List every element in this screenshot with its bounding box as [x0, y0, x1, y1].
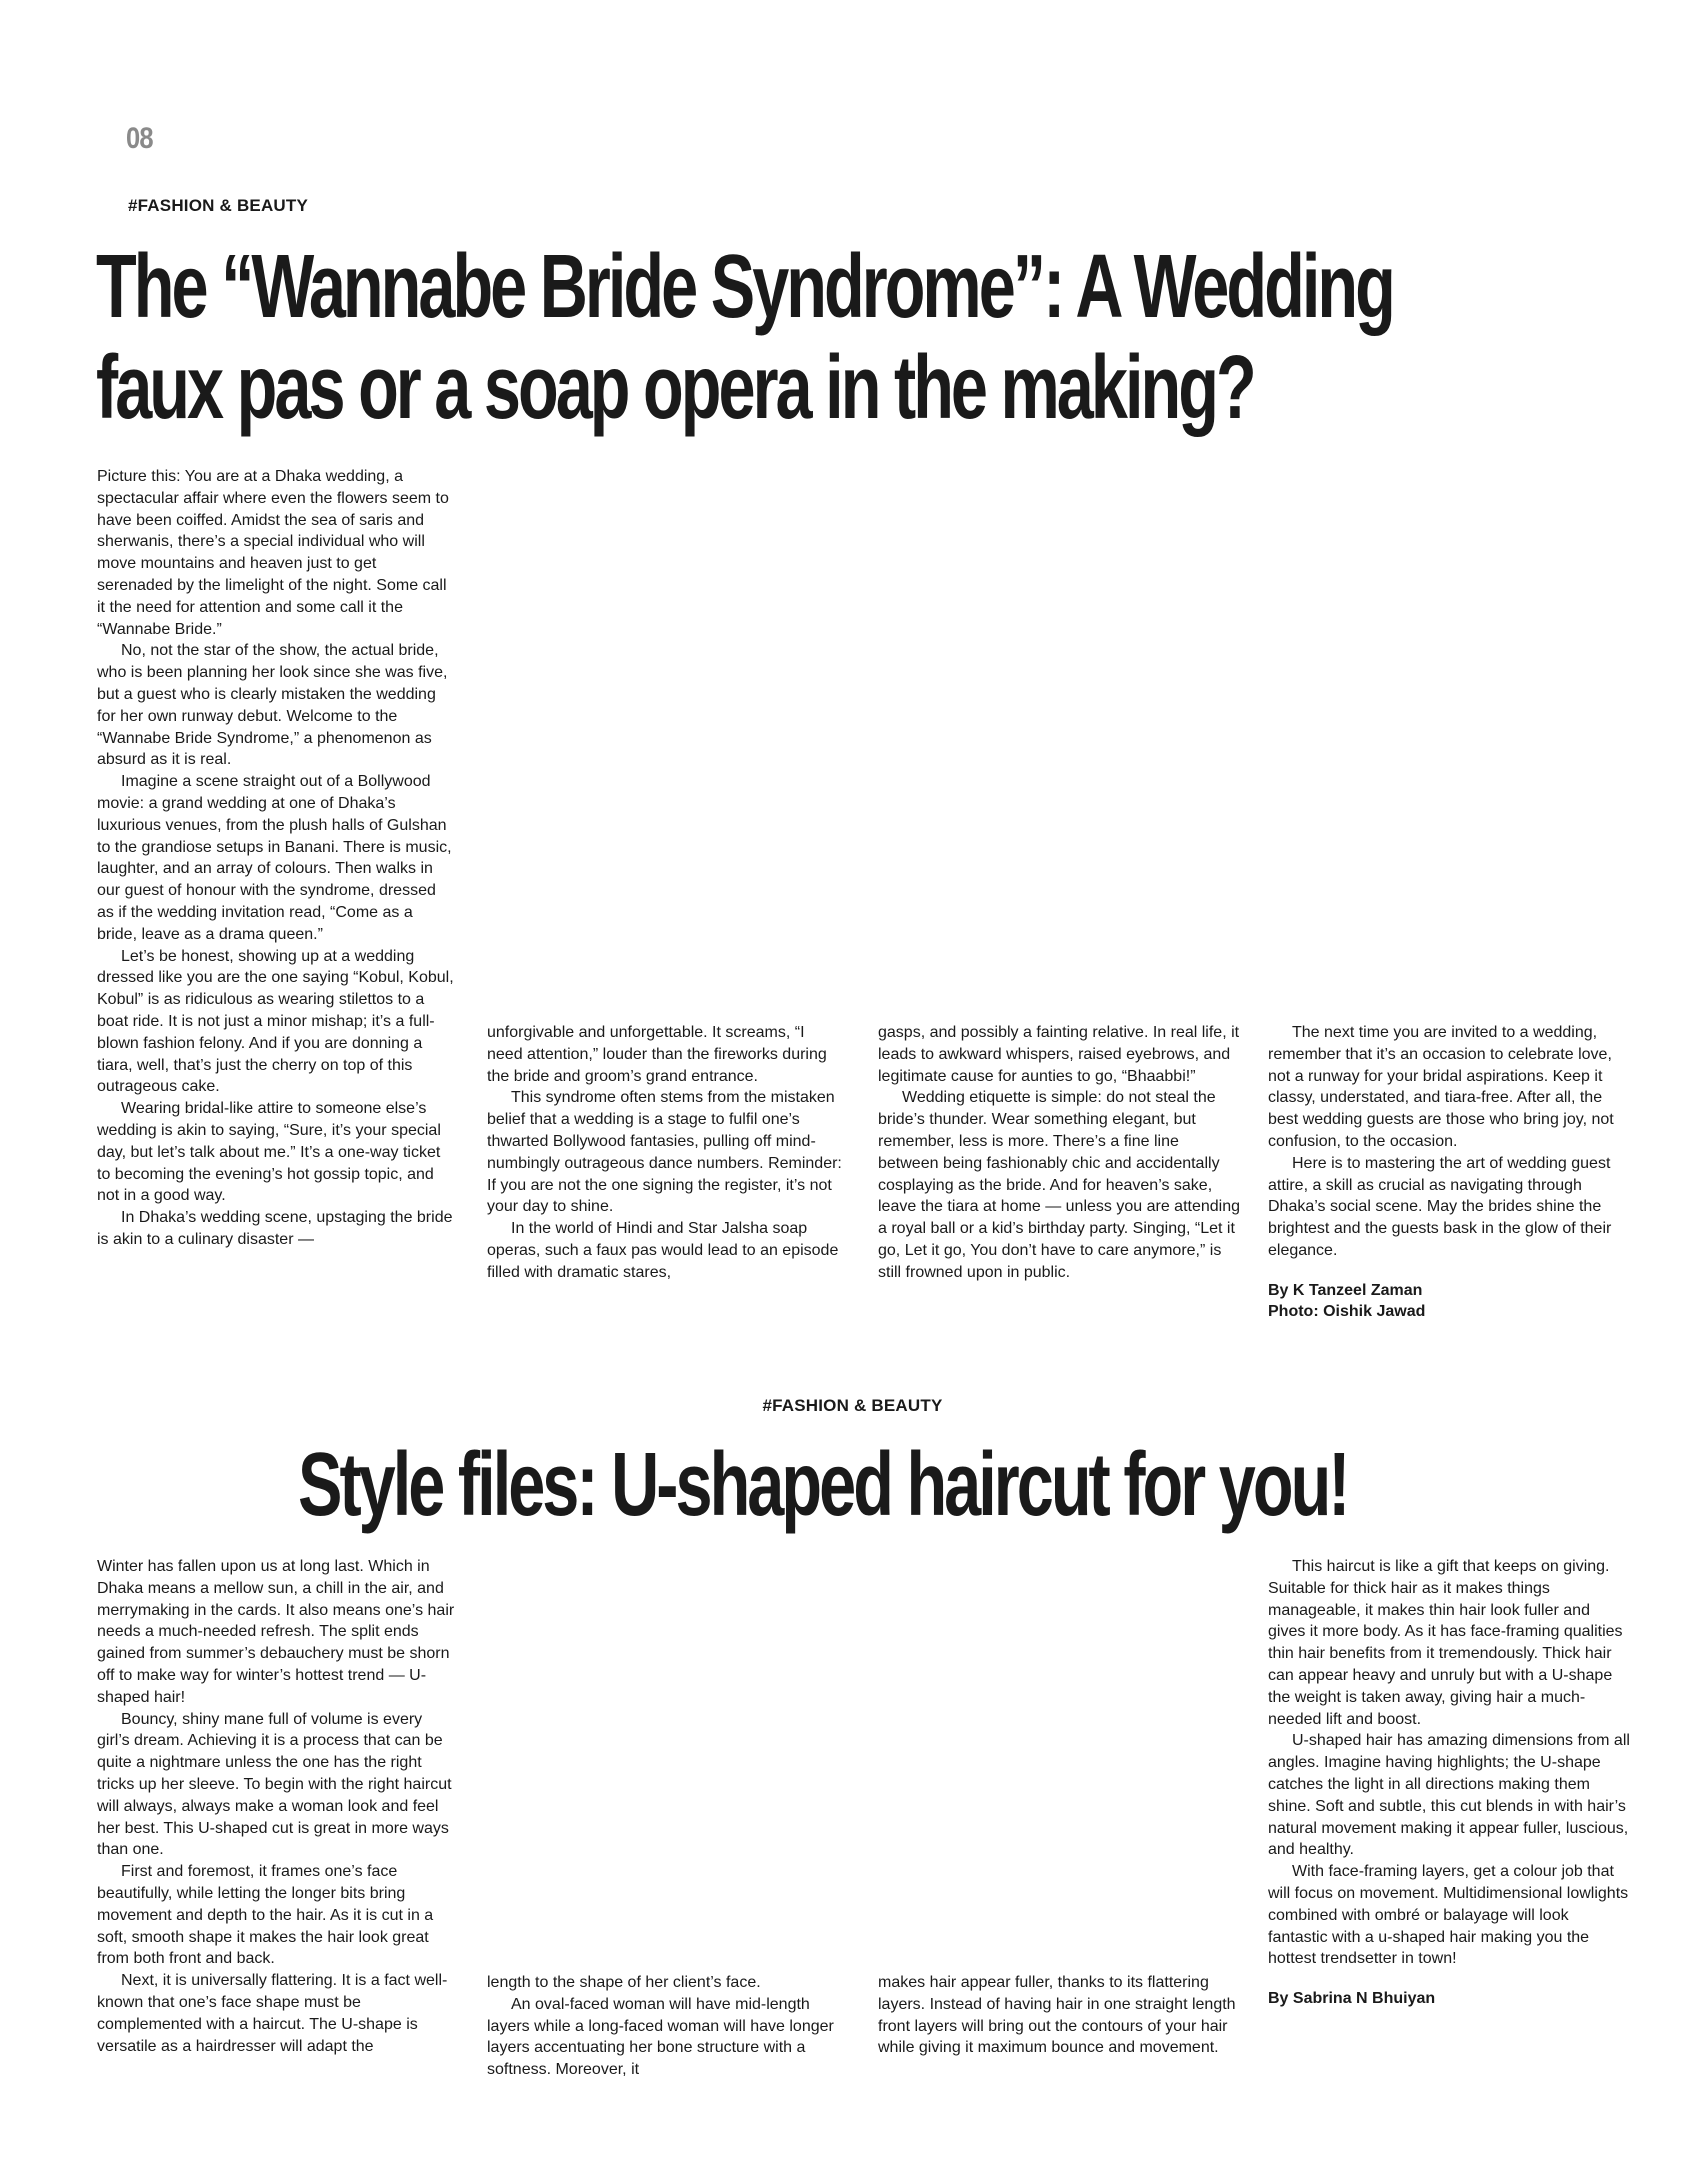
article2-column-3	[878, 1972, 1238, 2059]
byline: By Sabrina N Bhuiyan	[1268, 1990, 1436, 2008]
article1-column-1	[97, 466, 455, 1251]
headline: Style files: U-shaped haircut for you!	[298, 1435, 1348, 1535]
byline	[1268, 1280, 1630, 1322]
author-credit: By K Tanzeel Zaman	[1268, 1281, 1423, 1299]
section-tag: #FASHION & BEAUTY	[128, 196, 309, 215]
paragraph: Picture this: You are at a Dhaka wedding, a spectacular affair where even the flowers seem to have been coiffed. Amidst the sea of saris and sherwanis, there’s a special individual who will move mountains and heaven just to get serenaded by the limelight of the night. Some call it the need for attention and some call it the “Wannabe Bride.”	[97, 468, 449, 638]
article2-column-1	[97, 1556, 455, 2057]
article2-column-4	[1268, 1556, 1630, 2009]
paragraph: Wedding etiquette is simple: do not steal the bride’s thunder. Wear something elegant, but remember, less is more. There’s a fine line between being fashionably chic and accidentally cosplaying as the bride. And for heaven’s sake, leave the tiara at home — unless you are attending a royal ball or a kid’s birthday party. Singing, “Let it go, Let it go, You don’t have to care anymore,” is still frowned upon in public.	[878, 1089, 1240, 1281]
paragraph: An oval-faced woman will have mid-length layers while a long-faced woman will have longer layers accentuating her bone structure with a softness. Moreover, it	[487, 1995, 834, 2079]
paragraph: Winter has fallen upon us at long last. Which in Dhaka means a mellow sun, a chill in the air, and merrymaking in the cards. It also means one’s hair needs a much-needed refresh. The split ends gained from summer’s debauchery must be shorn off to make way for winter’s hottest trend — U-shaped hair!	[97, 1558, 455, 1706]
paragraph: Here is to mastering the art of wedding guest attire, a skill as crucial as navigating through Dhaka’s social scene. May the brides shine the brightest and the guests bask in the glow of their elegance.	[1268, 1154, 1612, 1259]
paragraph: With face-framing layers, get a colour job that will focus on movement. Multidimensional lowlights combined with ombré or balayage will look fantastic with a u-shaped hair making you the hottest trendsetter in town!	[1268, 1863, 1629, 1968]
page-number: 08	[126, 122, 153, 155]
headline-line-2: faux pas or a soap opera in the making?	[96, 338, 1254, 438]
paragraph: The next time you are invited to a wedding, remember that it’s an occasion to celebrate love, not a runway for your bridal aspirations. Keep it classy, understated, and tiara-free. After all, the best wedding guests are those who bring joy, not confusion, to the occasion.	[1268, 1024, 1614, 1150]
section-tag: #FASHION & BEAUTY	[762, 1396, 943, 1415]
paragraph: Bouncy, shiny mane full of volume is every girl’s dream. Achieving it is a process that can be quite a nightmare unless the one has the right tricks up her sleeve. To begin with the right haircut will always, always make a woman look and feel her best. This U-shaped cut is great in more ways than one.	[97, 1710, 452, 1859]
paragraph: This haircut is like a gift that keeps on giving. Suitable for thick hair as it makes things manageable, it makes thin hair look fuller and gives it more body. As it has face-framing qualities thin hair benefits from it tremendously. Thick hair can appear heavy and unruly but with a U-shape the weight is taken away, giving hair a much-needed lift and boost.	[1268, 1558, 1623, 1728]
paragraph: gasps, and possibly a fainting relative. In real life, it leads to awkward whispers, raised eyebrows, and legitimate cause for aunties to go, “Bhaabbi!”	[878, 1024, 1240, 1085]
paragraph: Next, it is universally flattering. It is a fact well-known that one’s face shape must be complemented with a haircut. The U-shape is versatile as a hairdresser will adapt the	[97, 1972, 448, 2055]
paragraph: This syndrome often stems from the mistaken belief that a wedding is a stage to fulfil one’s thwarted Bollywood fantasies, pulling off mind-numbingly outrageous dance numbers. Reminder: If you are not the one signing the register, it’s not your day to shine.	[487, 1089, 842, 1216]
article1-column-4	[1268, 1022, 1630, 1322]
paragraph: No, not the star of the show, the actual bride, who is been planning her look since she was five, but a guest who is clearly mistaken the wedding for her own runway debut. Welcome to the “Wannabe Bride Syndrome,” a phenomenon as absurd as it is real.	[97, 642, 448, 769]
paragraph: Let’s be honest, showing up at a wedding dressed like you are the one saying “Kobul, Kobul, Kobul” is as ridiculous as wearing stilettos to a boat ride. It is not just a minor mishap; it’s a full-blown fashion felony. And if you are donning a tiara, well, that’s just the cherry on top of this outrageous cake.	[97, 947, 454, 1096]
headline-line-1: The “Wannabe Bride Syndrome”: A Wedding	[96, 237, 1393, 337]
paragraph: Imagine a scene straight out of a Bollywood movie: a grand wedding at one of Dhaka’s luxurious venues, from the plush halls of Gulshan to the grandiose setups in Banani. There is music, laughter, and an array of colours. Then walks in our guest of honour with the syndrome, dressed as if the wedding invitation read, “Come as a bride, leave as a drama queen.”	[97, 773, 452, 943]
paragraph: U-shaped hair has amazing dimensions from all angles. Imagine having highlights; the U-shape catches the light in all directions making them shine. Soft and subtle, this cut blends in with hair’s natural movement making it appear fuller, luscious, and healthy.	[1268, 1732, 1630, 1859]
paragraph: In Dhaka’s wedding scene, upstaging the bride is akin to a culinary disaster —	[97, 1209, 453, 1248]
paragraph: unforgivable and unforgettable. It screams, “I need attention,” louder than the fireworks during the bride and groom’s grand entrance.	[487, 1024, 827, 1085]
article2-column-2	[487, 1972, 842, 2081]
paragraph: makes hair appear fuller, thanks to its flattering layers. Instead of having hair in one straight length front layers will bring out the contours of your hair while giving it maximum bounce and movement.	[878, 1974, 1236, 2057]
article1-column-3	[878, 1022, 1240, 1284]
paragraph: First and foremost, it frames one’s face beautifully, while letting the longer bits bring movement and depth to the hair. As it is cut in a soft, smooth shape it makes the hair look great from both front and back.	[97, 1863, 434, 1968]
article1-column-2	[487, 1022, 842, 1284]
paragraph: Wearing bridal-like attire to someone else’s wedding is akin to saying, “Sure, it’s your special day, but let’s talk about me.” It’s a one-way ticket to becoming the evening’s hot gossip topic, and not in a good way.	[97, 1100, 441, 1205]
photo-credit: Photo: Oishik Jawad	[1268, 1302, 1426, 1320]
paragraph: In the world of Hindi and Star Jalsha soap operas, such a faux pas would lead to an episode filled with dramatic stares,	[487, 1220, 839, 1281]
paragraph: length to the shape of her client’s face.	[487, 1974, 761, 1991]
